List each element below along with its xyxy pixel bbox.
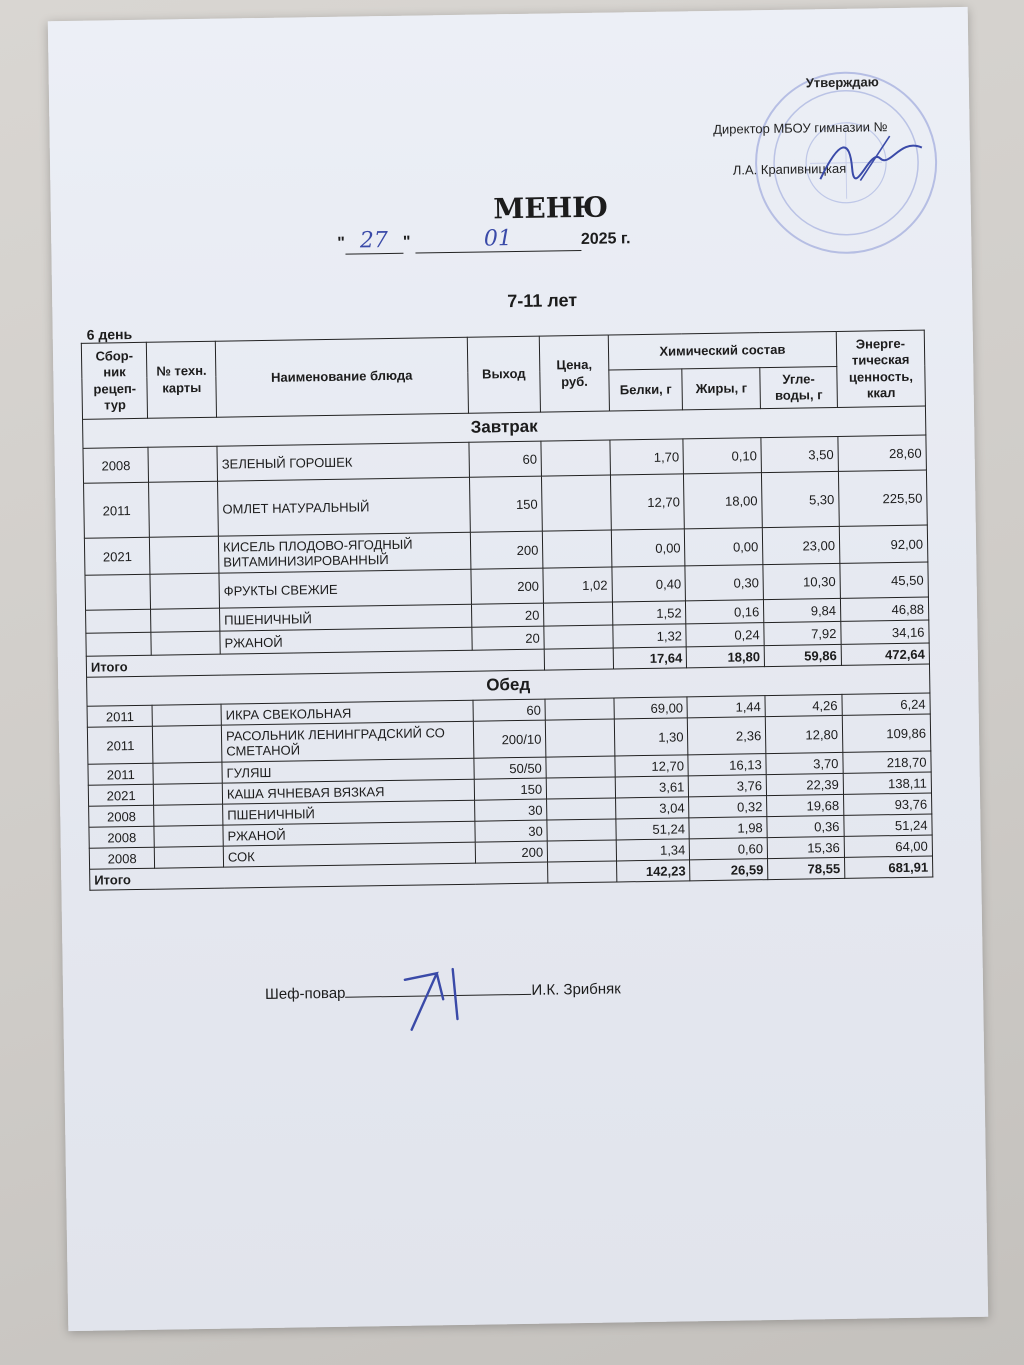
cell-carbs: 22,39 — [766, 773, 843, 795]
cell-price — [542, 475, 611, 531]
cell-energy: 64,00 — [844, 835, 932, 857]
cell-energy: 218,70 — [843, 751, 931, 773]
date-day: 27 — [345, 228, 403, 255]
cell-price — [544, 602, 613, 626]
cell-yield: 200 — [470, 531, 543, 569]
cell-recipe: 2008 — [83, 447, 149, 483]
col-fat: Жиры, г — [682, 368, 760, 410]
cell-tech — [154, 804, 223, 826]
section-breakfast: Завтрак — [83, 406, 926, 448]
cell-protein: 1,32 — [613, 624, 687, 648]
cell-dish: ЗЕЛЕНЫЙ ГОРОШЕК — [217, 442, 469, 481]
cell-price: 1,02 — [543, 567, 612, 603]
col-carbs: Угле-воды, г — [760, 366, 837, 408]
cell-protein: 0,40 — [612, 566, 686, 602]
total-carbs: 78,55 — [768, 857, 845, 879]
cell-tech — [155, 846, 224, 868]
cell-yield: 200 — [471, 568, 544, 604]
cell-fat: 0,32 — [689, 796, 767, 818]
cell-protein: 1,70 — [610, 439, 684, 475]
cell-recipe: 2021 — [84, 537, 150, 575]
cell-dish: ПШЕНИЧНЫЙ — [223, 800, 475, 825]
total-label: Итого — [90, 862, 549, 890]
total-energy: 472,64 — [841, 643, 929, 665]
cell-fat: 1,98 — [689, 817, 767, 839]
cell-yield: 200/10 — [473, 720, 546, 758]
day-label: 6 день — [86, 326, 133, 343]
date-year: 2025 г. — [580, 230, 631, 248]
cell-fat: 16,13 — [688, 754, 766, 776]
cell-price — [543, 530, 612, 568]
cell-fat: 0,30 — [685, 565, 763, 601]
col-tech: № техн. карты — [147, 341, 217, 418]
cell-yield: 20 — [471, 626, 544, 650]
cell-energy: 92,00 — [839, 525, 928, 563]
cell-recipe: 2021 — [88, 784, 154, 806]
cell-fat: 0,24 — [686, 623, 764, 647]
col-energy: Энерге-тическая ценность, ккал — [836, 330, 925, 407]
cell-price — [546, 719, 615, 757]
cell-price — [544, 625, 613, 649]
chef-label: Шеф-повар — [264, 984, 346, 1004]
section-lunch: Обед — [87, 664, 930, 706]
cell-fat: 0,00 — [685, 528, 763, 566]
cell-yield: 30 — [475, 820, 548, 842]
cell-carbs: 4,26 — [765, 694, 842, 716]
cell-yield: 50/50 — [474, 757, 547, 779]
menu-table — [81, 330, 934, 891]
cell-price — [541, 440, 610, 476]
cell-dish: ОМЛЕТ НАТУРАЛЬНЫЙ — [218, 477, 470, 536]
total-fat: 18,80 — [687, 646, 765, 668]
date-open-quote: " — [337, 234, 346, 252]
total-protein: 17,64 — [613, 647, 687, 669]
cell-protein: 1,34 — [616, 839, 690, 861]
cell-tech — [152, 704, 221, 726]
cell-dish: ИКРА СВЕКОЛЬНАЯ — [221, 700, 473, 725]
cell-fat: 0,16 — [686, 600, 764, 624]
col-chem: Химический состав — [608, 331, 837, 370]
cell-recipe: 2011 — [87, 726, 153, 764]
cell-price — [547, 798, 616, 820]
col-price: Цена, руб. — [540, 335, 610, 412]
total-energy: 681,91 — [844, 856, 932, 878]
cell-tech — [148, 446, 217, 482]
cell-fat: 0,10 — [683, 438, 761, 474]
cell-yield: 60 — [469, 441, 542, 477]
col-protein: Белки, г — [609, 369, 683, 411]
cell-carbs: 3,50 — [761, 436, 838, 472]
cell-recipe: 2008 — [89, 826, 155, 848]
cell-carbs: 15,36 — [767, 836, 844, 858]
cell-carbs: 7,92 — [764, 621, 841, 645]
cell-tech — [154, 825, 223, 847]
cell-tech — [153, 762, 222, 784]
cell-carbs: 0,36 — [767, 815, 844, 837]
cell-carbs: 9,84 — [764, 598, 841, 622]
cell-dish: КИСЕЛЬ ПЛОДОВО-ЯГОДНЫЙ ВИТАМИНИЗИРОВАННЫЙ — [218, 532, 470, 573]
cell-recipe — [86, 609, 152, 633]
cell-protein: 3,61 — [615, 776, 689, 798]
cell-protein: 12,70 — [610, 474, 685, 530]
total-price — [548, 861, 617, 883]
total-fat: 26,59 — [690, 859, 768, 881]
cell-protein: 69,00 — [614, 697, 688, 719]
cell-tech — [150, 573, 219, 609]
date-close-quote: " — [402, 233, 411, 251]
cell-yield: 200 — [475, 841, 548, 863]
chef-name: И.К. Зрибняк — [531, 980, 621, 999]
col-dish: Наименование блюда — [215, 337, 468, 417]
cell-recipe: 2008 — [89, 805, 155, 827]
cell-price — [545, 698, 614, 720]
cell-energy: 138,11 — [843, 772, 931, 794]
cell-dish: ФРУКТЫ СВЕЖИЕ — [219, 569, 471, 608]
cell-protein: 0,00 — [611, 529, 685, 567]
approval-title: Утверждаю — [805, 74, 879, 91]
cell-yield: 60 — [473, 699, 546, 721]
cell-protein: 12,70 — [615, 755, 689, 777]
cell-carbs: 10,30 — [763, 563, 840, 599]
page-title: МЕНЮ — [493, 190, 609, 226]
cell-dish: ГУЛЯШ — [222, 758, 474, 783]
cell-fat: 1,44 — [687, 696, 765, 718]
cell-energy: 34,16 — [841, 620, 929, 644]
cell-recipe: 2011 — [88, 763, 154, 785]
cell-tech — [151, 631, 220, 655]
approval-name: Л.А. Крапивницкая — [732, 160, 847, 178]
cell-dish: СОК — [223, 842, 475, 867]
cell-energy: 109,86 — [842, 714, 931, 752]
menu-date — [337, 224, 631, 255]
date-month: 01 — [415, 225, 581, 254]
cell-energy: 28,60 — [838, 435, 927, 471]
cell-dish: РАСОЛЬНИК ЛЕНИНГРАДСКИЙ СО СМЕТАНОЙ — [221, 721, 473, 762]
total-protein: 142,23 — [616, 860, 690, 882]
cell-dish: КАША ЯЧНЕВАЯ ВЯЗКАЯ — [222, 779, 474, 804]
cell-carbs: 12,80 — [765, 715, 842, 753]
cell-recipe: 2008 — [89, 847, 155, 869]
cell-carbs: 19,68 — [767, 794, 844, 816]
cell-energy: 45,50 — [840, 562, 929, 598]
cell-price — [546, 777, 615, 799]
cell-price — [546, 756, 615, 778]
cell-fat: 3,76 — [689, 775, 767, 797]
cell-fat: 18,00 — [684, 473, 763, 529]
cell-tech — [154, 783, 223, 805]
col-recipe: Сбор-ник рецеп-тур — [81, 342, 148, 419]
cell-carbs: 23,00 — [763, 526, 840, 564]
cell-fat: 0,60 — [690, 838, 768, 860]
cell-tech — [151, 608, 220, 632]
total-label: Итого — [86, 649, 545, 677]
cell-energy: 225,50 — [838, 470, 927, 526]
cell-recipe — [85, 574, 151, 610]
cell-energy: 46,88 — [840, 597, 928, 621]
col-yield: Выход — [467, 336, 541, 413]
cell-recipe: 2011 — [84, 482, 150, 538]
cell-tech — [149, 481, 218, 537]
age-group: 7-11 лет — [507, 290, 578, 312]
cell-carbs: 5,30 — [762, 471, 840, 527]
cell-carbs: 3,70 — [766, 752, 843, 774]
cell-tech — [150, 536, 219, 574]
cell-yield: 20 — [471, 603, 544, 627]
cell-energy: 51,24 — [844, 814, 932, 836]
approval-position: Директор МБОУ гимназии № — [713, 119, 888, 137]
cell-protein: 3,04 — [615, 797, 689, 819]
cell-tech — [153, 725, 222, 763]
total-price — [544, 648, 613, 670]
cell-recipe — [86, 632, 152, 656]
cell-fat: 2,36 — [688, 717, 766, 755]
cell-recipe: 2011 — [87, 705, 153, 727]
director-signature-icon — [810, 127, 931, 189]
cell-energy: 93,76 — [843, 793, 931, 815]
cell-price — [547, 819, 616, 841]
cell-protein: 51,24 — [616, 818, 690, 840]
cell-yield: 150 — [474, 778, 547, 800]
cell-dish: РЖАНОЙ — [220, 627, 472, 654]
chef-signature-icon — [397, 959, 488, 1040]
cell-protein: 1,30 — [614, 718, 688, 756]
cell-protein: 1,52 — [612, 601, 686, 625]
cell-yield: 30 — [474, 799, 547, 821]
menu-sheet — [48, 7, 988, 1331]
cell-dish: РЖАНОЙ — [223, 821, 475, 846]
cell-price — [547, 840, 616, 862]
cell-dish: ПШЕНИЧНЫЙ — [220, 604, 472, 631]
cell-energy: 6,24 — [842, 693, 930, 715]
cell-yield: 150 — [469, 476, 542, 532]
total-carbs: 59,86 — [764, 644, 841, 666]
